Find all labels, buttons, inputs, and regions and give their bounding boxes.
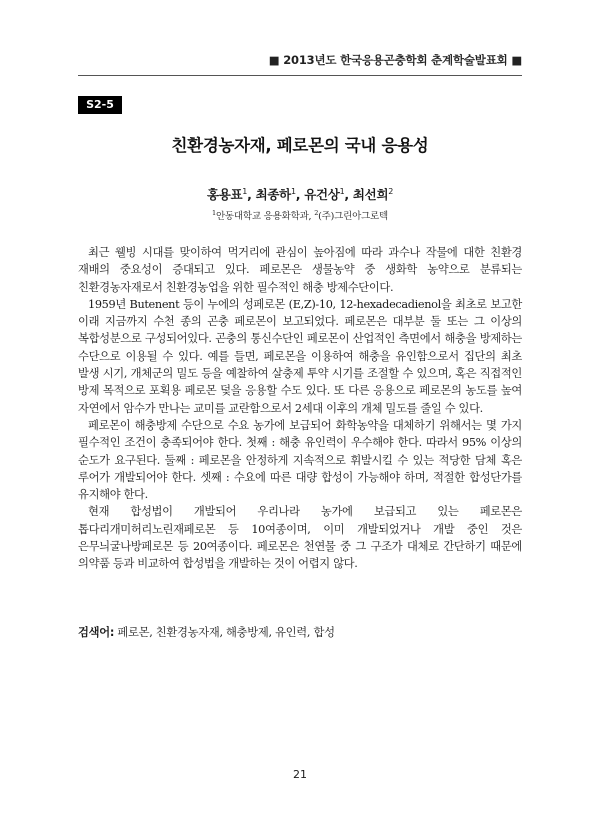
author-list — [78, 185, 522, 203]
keywords-label: 검색어: — [78, 626, 115, 639]
header-divider — [78, 75, 522, 76]
keywords-line — [78, 624, 522, 640]
page-number: 21 — [293, 768, 307, 781]
abstract-paragraph: 최근 웰빙 시대를 맞이하여 먹거리에 관심이 높아짐에 따라 과수나 작물에 대한 친환경 재배의 중요성이 증대되고 있다. 페로몬은 생물농약 중 생화학 농약으로 분류되는 친환경농자재로서 친환경농업을 위한 필수적인 해충 방제수단이다. — [78, 246, 522, 294]
author-name: 최종하 — [255, 187, 291, 202]
author-affiliation-mark: 1 — [339, 186, 345, 196]
abstract-body — [78, 244, 522, 573]
affiliation-mark: 2 — [314, 208, 319, 217]
conference-header: ■ 2013년도 한국응용곤충학회 춘계학술발표회 ■ — [268, 53, 522, 67]
author-affiliation-mark: 1 — [290, 186, 296, 196]
author-separator: , — [295, 187, 305, 202]
author-separator: , — [344, 187, 353, 202]
abstract-paragraph: 페로몬이 해충방제 수단으로 수요 농가에 보급되어 화학농약을 대체하기 위해서는 몇 가지 필수적인 조건이 충족되어야 한다. 첫째 : 해충 유인력이 우수해야 한다. 따라서 95% 이상의 순도가 요구된다. 둘째 : 페로몬을 안정하게 지속적으로 휘발시킬 수 있는 적당한 담체 혹은 루어가 개발되어야 한다. 셋째 : 수요에 따른 대량 합성이 가능해야 하며, 적절한 합성단가를 유지해야 한다. — [78, 418, 522, 502]
author-name: 최선희 — [352, 187, 389, 202]
affiliation-text: (주)그린아그로텍 — [318, 211, 388, 222]
paper-title: 친환경농자재, 페로몬의 국내 응용성 — [171, 136, 429, 155]
abstract-paragraph: 1959년 Butenent 등이 누에의 성페로몬 (E,Z)-10, 12-hexadecadienol을 최초로 보고한 이래 지금까지 수천 종의 곤충 페로몬이 보고되었다. 페로몬은 대부분 둘 또는 그 이상의 복합성분으로 구성되어있다. 곤충의 통신수단인 페로몬이 산업적인 측면에서 해충을 방제하는 수단으로 이용될 수 있다. 예를 들면, 페로몬을 이용하여 해충을 유인함으로서 집단의 최초 발생 시기, 개체군의 밀도 등을 예찰하여 살충제 투약 시기를 조절할 수 있으며, 혹은 직접적인 방제 목적으로 포획용 페로몬 덫을 응용할 수도 있다. 또 다른 응용으로 페로몬의 농도를 높여 자연에서 암수가 만나는 교미를 교란함으로서 2세대 이후의 개체 밀도를 줄일 수 있다. — [78, 297, 522, 415]
author-separator: , — [247, 187, 256, 202]
author-name: 홍용표 — [206, 187, 243, 202]
abstract-paragraph: 현재 합성법이 개발되어 우리나라 농가에 보급되고 있는 페로몬은 톱다리개미허리노린재페로몬 등 10여종이며, 이미 개발되었거나 개발 중인 것은 은무늬굴나방페로몬 등 20여종이다. 페로몬은 천연물 중 그 구조가 대체로 간단하기 때문에 의약품 등과 비교하여 합성법을 개발하는 것이 어렵지 않다. — [78, 505, 522, 571]
affiliation-line — [78, 208, 522, 222]
author-affiliation-mark: 2 — [388, 186, 394, 196]
affiliation-text: 안동대학교 응용화학과, — [215, 211, 315, 222]
author-affiliation-mark: 1 — [242, 186, 248, 196]
author-name: 유건상 — [304, 187, 340, 202]
affiliation-mark: 1 — [212, 208, 216, 217]
keywords-text: 페로몬, 친환경농자재, 해충방제, 유인력, 합성 — [114, 626, 335, 639]
section-tag: S2-5 — [78, 96, 122, 114]
